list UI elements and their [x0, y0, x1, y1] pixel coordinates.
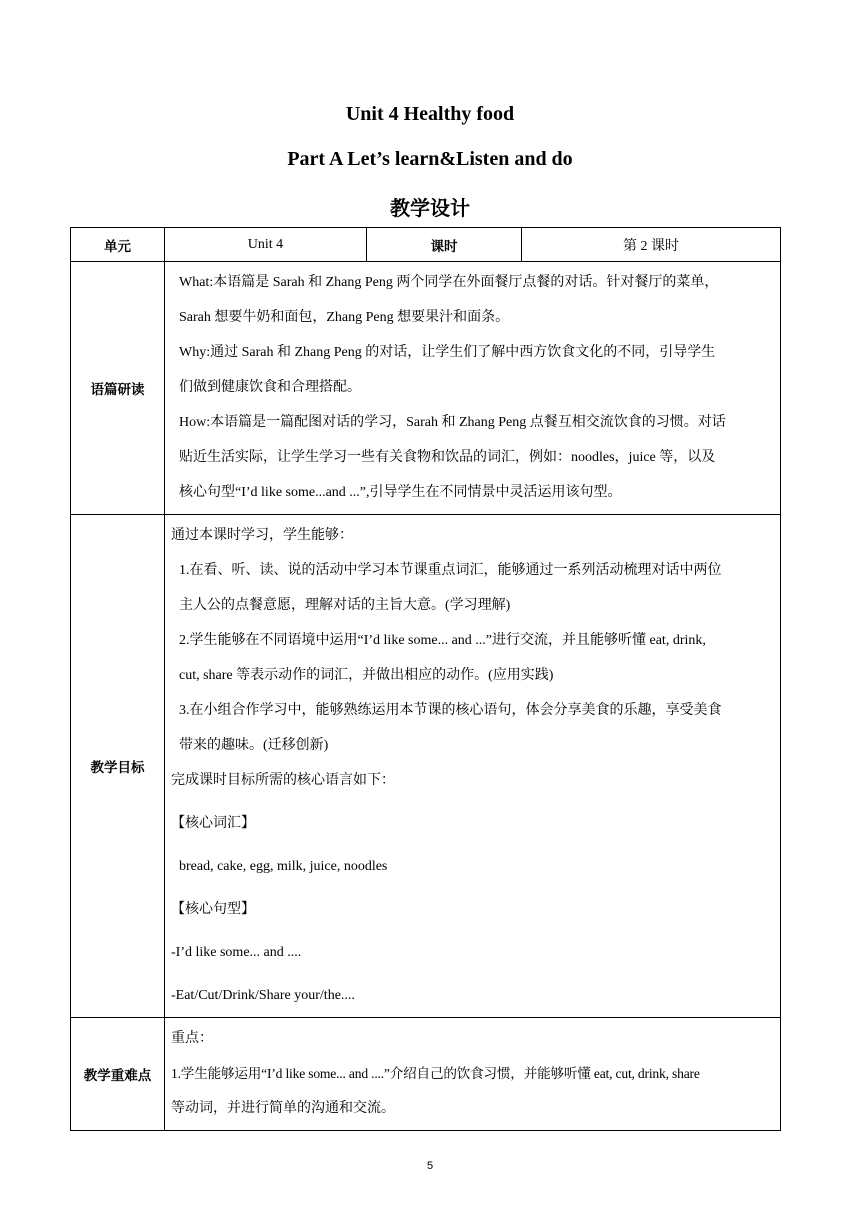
- text-study-line: 们做到健康饮食和合理搭配。: [179, 380, 361, 395]
- objective-line: cut, share 等表示动作的词汇，并做出相应的动作。(应用实践): [179, 668, 554, 683]
- text-study-line: How:本语篇是一篇配图对话的学习，Sarah 和 Zhang Peng 点餐互相交流饮食的习惯。对话: [179, 415, 726, 430]
- objective-line: 2.学生能够在不同语境中运用“I’d like some... and ...”进行交流，并且能够听懂 eat, drink,: [179, 633, 706, 648]
- doc-subtitle: Part A Let’s learn&Listen and do: [287, 148, 573, 170]
- text-study-line: Why:通过 Sarah 和 Zhang Peng 的对话，让学生们了解中西方饮食文化的不同，引导学生: [179, 345, 716, 360]
- doc-heading: 教学设计: [390, 196, 470, 220]
- table-row: [71, 228, 781, 262]
- period-value: 第 2 课时: [522, 228, 781, 262]
- key-points-content: [165, 1018, 781, 1131]
- table-row: [71, 1018, 781, 1131]
- text-study-line: Sarah 想要牛奶和面包，Zhang Peng 想要果汁和面条。: [179, 310, 510, 325]
- unit-value: Unit 4: [165, 228, 367, 262]
- vocab-heading: 【核心词汇】: [171, 816, 255, 831]
- key-points-heading: 重点：: [171, 1031, 213, 1046]
- page-number: 5: [426, 1160, 434, 1172]
- unit-label: 单元: [71, 228, 165, 262]
- text-study-line: 贴近生活实际，让学生学习一些有关食物和饮品的词汇，例如：noodles，juice 等，以及: [179, 450, 716, 465]
- key-point-line: 等动词，并进行简单的沟通和交流。: [171, 1101, 395, 1116]
- table-row: [71, 262, 781, 515]
- text-study-line: 核心句型“I’d like some...and ...”,引导学生在不同情景中灵活运用该句型。: [179, 485, 622, 500]
- sentence-pattern: -I’d like some... and ....: [171, 945, 302, 960]
- text-study-label: 语篇研读: [71, 262, 165, 515]
- objective-line: 带来的趣味。(迁移创新): [179, 738, 329, 753]
- core-language-intro: 完成课时目标所需的核心语言如下：: [171, 773, 395, 788]
- objectives-content: [165, 515, 781, 1018]
- text-study-line: What:本语篇是 Sarah 和 Zhang Peng 两个同学在外面餐厅点餐的对话。针对餐厅的菜单，: [179, 275, 719, 290]
- sentence-heading: 【核心句型】: [171, 902, 255, 917]
- key-point-line: 1.学生能够运用“I’d like some... and ....”介绍自己的饮食习惯，并能够听懂 eat, cut, drink, share: [171, 1066, 700, 1081]
- sentence-pattern: -Eat/Cut/Drink/Share your/the....: [171, 988, 355, 1003]
- table-row: [71, 515, 781, 1018]
- objective-line: 主人公的点餐意愿，理解对话的主旨大意。(学习理解): [179, 598, 511, 613]
- objectives-label: 教学目标: [71, 515, 165, 1018]
- lesson-plan-table: [70, 227, 781, 1131]
- period-label: 课时: [367, 228, 522, 262]
- vocab-list: bread, cake, egg, milk, juice, noodles: [179, 859, 388, 874]
- objective-line: 3.在小组合作学习中，能够熟练运用本节课的核心语句，体会分享美食的乐趣，享受美食: [179, 703, 722, 718]
- key-points-label: 教学重难点: [71, 1018, 165, 1131]
- objectives-intro: 通过本课时学习，学生能够：: [171, 528, 353, 543]
- objective-line: 1.在看、听、读、说的活动中学习本节课重点词汇，能够通过一系列活动梳理对话中两位: [179, 563, 722, 578]
- doc-title: Unit 4 Healthy food: [345, 103, 515, 125]
- text-study-content: [165, 262, 781, 515]
